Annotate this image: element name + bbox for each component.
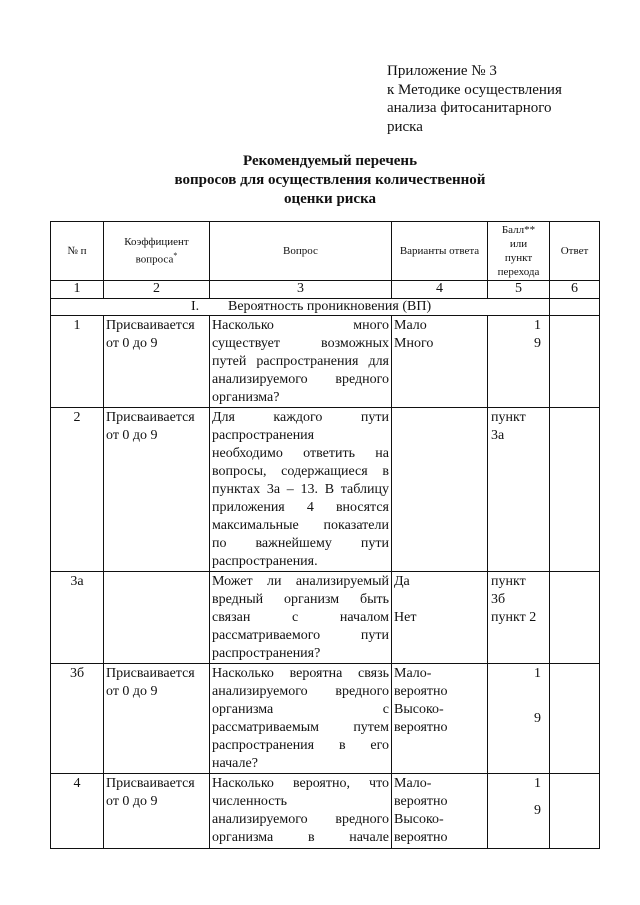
row-answers: [392, 316, 488, 408]
table-row: [51, 316, 600, 408]
questions-table: [50, 221, 600, 849]
header-coefficient: [104, 222, 210, 281]
question-line: необходимо ответить на: [212, 446, 389, 461]
table-row: [51, 664, 600, 774]
score-value: 1: [534, 666, 541, 681]
coef-line: Присваивается: [106, 666, 195, 681]
answer-option: Высоко-: [394, 702, 444, 717]
coef-line: от 0 до 9: [106, 794, 158, 809]
coef-line: Присваивается: [106, 776, 195, 791]
score-value: 9: [534, 803, 541, 818]
row-answers: [392, 408, 488, 572]
header-coefficient-label: Коэффициент вопроса: [124, 236, 189, 266]
table-row: [51, 774, 600, 849]
appendix-note: [387, 62, 562, 136]
question-line: Насколько вероятна связь: [212, 666, 389, 681]
score-value: 1: [534, 776, 541, 791]
answer-option: Высоко-: [394, 812, 444, 827]
question-line: рассматриваемым путем: [212, 720, 389, 735]
header-score-line: перехода: [497, 266, 540, 278]
question-line: организма с: [212, 702, 389, 717]
score-value: пункт 2: [491, 610, 537, 625]
row-score: [488, 664, 550, 774]
column-number: 1: [51, 281, 104, 299]
answer-option: вероятно: [394, 684, 448, 699]
row-answer[interactable]: [550, 774, 600, 849]
question-line: связан с началом: [212, 610, 389, 625]
question-line: распространения?: [212, 646, 321, 661]
row-coefficient: [104, 316, 210, 408]
row-question: [210, 408, 392, 572]
row-question: [210, 664, 392, 774]
score-value: 9: [534, 336, 541, 351]
question-line: Может ли анализируемый: [212, 574, 389, 589]
coef-line: Присваивается: [106, 410, 195, 425]
table-row: [51, 572, 600, 664]
score-value: 1: [534, 318, 541, 333]
answer-option: вероятно: [394, 794, 448, 809]
question-line: Для каждого пути: [212, 410, 389, 425]
section-number: I.: [191, 299, 200, 314]
row-answer[interactable]: [550, 316, 600, 408]
appendix-line: риска: [387, 118, 423, 135]
question-line: организма в начале: [212, 830, 389, 845]
question-line: организма?: [212, 390, 280, 405]
question-line: Насколько много: [212, 318, 389, 333]
row-score: [488, 774, 550, 849]
score-value: 9: [534, 711, 541, 726]
coef-line: от 0 до 9: [106, 336, 158, 351]
answer-option: Мало: [394, 318, 427, 333]
question-line: существует возможных: [212, 336, 389, 351]
column-number: 4: [392, 281, 488, 299]
header-answer: Ответ: [550, 222, 600, 281]
title-line: вопросов для осуществления количественной: [174, 172, 486, 188]
column-number: 6: [550, 281, 600, 299]
header-answers: Варианты ответа: [392, 222, 488, 281]
question-line: пунктах 3а – 13. В таблицу: [212, 482, 389, 497]
table-row: [51, 408, 600, 572]
question-line: путей распространения для: [212, 354, 389, 369]
question-line: вредный организм быть: [212, 592, 389, 607]
column-number: 5: [488, 281, 550, 299]
question-line: анализируемого вредного: [212, 812, 389, 827]
question-line: распространения: [212, 428, 315, 443]
header-question: Вопрос: [210, 222, 392, 281]
row-score: [488, 572, 550, 664]
question-line: распространения в его: [212, 738, 389, 753]
question-line: анализируемого вредного: [212, 372, 389, 387]
question-line: по важнейшему пути: [212, 536, 389, 551]
question-line: численность: [212, 794, 287, 809]
answer-option: Мало-: [394, 776, 432, 791]
score-value: пункт: [491, 574, 526, 589]
section-row: [51, 299, 600, 316]
question-line: максимальные показатели: [212, 518, 389, 533]
row-answers: [392, 664, 488, 774]
row-question: [210, 316, 392, 408]
answer-option: Нет: [394, 610, 417, 625]
appendix-line: Приложение № 3: [387, 63, 497, 79]
row-number: 1: [51, 316, 104, 408]
title-line: Рекомендуемый перечень: [242, 153, 418, 169]
column-number: 2: [104, 281, 210, 299]
column-number: 3: [210, 281, 392, 299]
answer-option: Много: [394, 336, 434, 351]
header-score: [488, 222, 550, 281]
row-coefficient: [104, 572, 210, 664]
answer-option: Да: [394, 574, 410, 589]
answer-option: вероятно: [394, 720, 448, 735]
question-line: приложения 4 вносятся: [212, 500, 389, 515]
answer-option: вероятно: [394, 830, 448, 845]
question-line: начале?: [212, 756, 258, 771]
row-coefficient: [104, 664, 210, 774]
section-answer-cell: [550, 299, 600, 316]
footnote-mark: *: [173, 251, 178, 261]
row-answers: [392, 572, 488, 664]
row-score: [488, 408, 550, 572]
answer-option: Мало-: [394, 666, 432, 681]
appendix-line: анализа фитосанитарного: [387, 100, 552, 116]
row-score: [488, 316, 550, 408]
section-title: Вероятность проникновения (ВП): [228, 299, 432, 314]
title-line: оценки риска: [283, 191, 377, 207]
row-number: 2: [51, 408, 104, 572]
appendix-line: к Методике осуществления: [387, 81, 562, 98]
row-answer[interactable]: [550, 408, 600, 572]
row-coefficient: [104, 408, 210, 572]
row-number: 3б: [51, 664, 104, 774]
score-value: 3а: [491, 428, 505, 443]
coef-line: Присваивается: [106, 318, 195, 333]
coef-line: от 0 до 9: [106, 428, 158, 443]
header-score-line: пункт: [504, 252, 533, 264]
row-answers: [392, 774, 488, 849]
score-value: пункт: [491, 410, 526, 425]
row-question: [210, 572, 392, 664]
row-question: [210, 774, 392, 849]
score-value: 3б: [491, 592, 506, 607]
coef-line: от 0 до 9: [106, 684, 158, 699]
row-answer[interactable]: [550, 664, 600, 774]
section-cell: [51, 299, 550, 316]
question-line: распространения.: [212, 554, 318, 569]
question-line: Насколько вероятно, что: [212, 776, 389, 791]
row-number: 4: [51, 774, 104, 849]
question-line: анализируемого вредного: [212, 684, 389, 699]
header-row: [51, 222, 600, 281]
column-number-row: [51, 281, 600, 299]
row-answer[interactable]: [550, 572, 600, 664]
row-coefficient: [104, 774, 210, 849]
question-line: рассматриваемого пути: [212, 628, 389, 643]
row-number: 3а: [51, 572, 104, 664]
question-line: вопросы, содержащиеся в: [212, 464, 389, 479]
header-no: № п: [51, 222, 104, 281]
header-score-line: или: [509, 238, 528, 250]
header-score-line: Балл**: [501, 224, 536, 236]
document-title: [100, 152, 560, 209]
